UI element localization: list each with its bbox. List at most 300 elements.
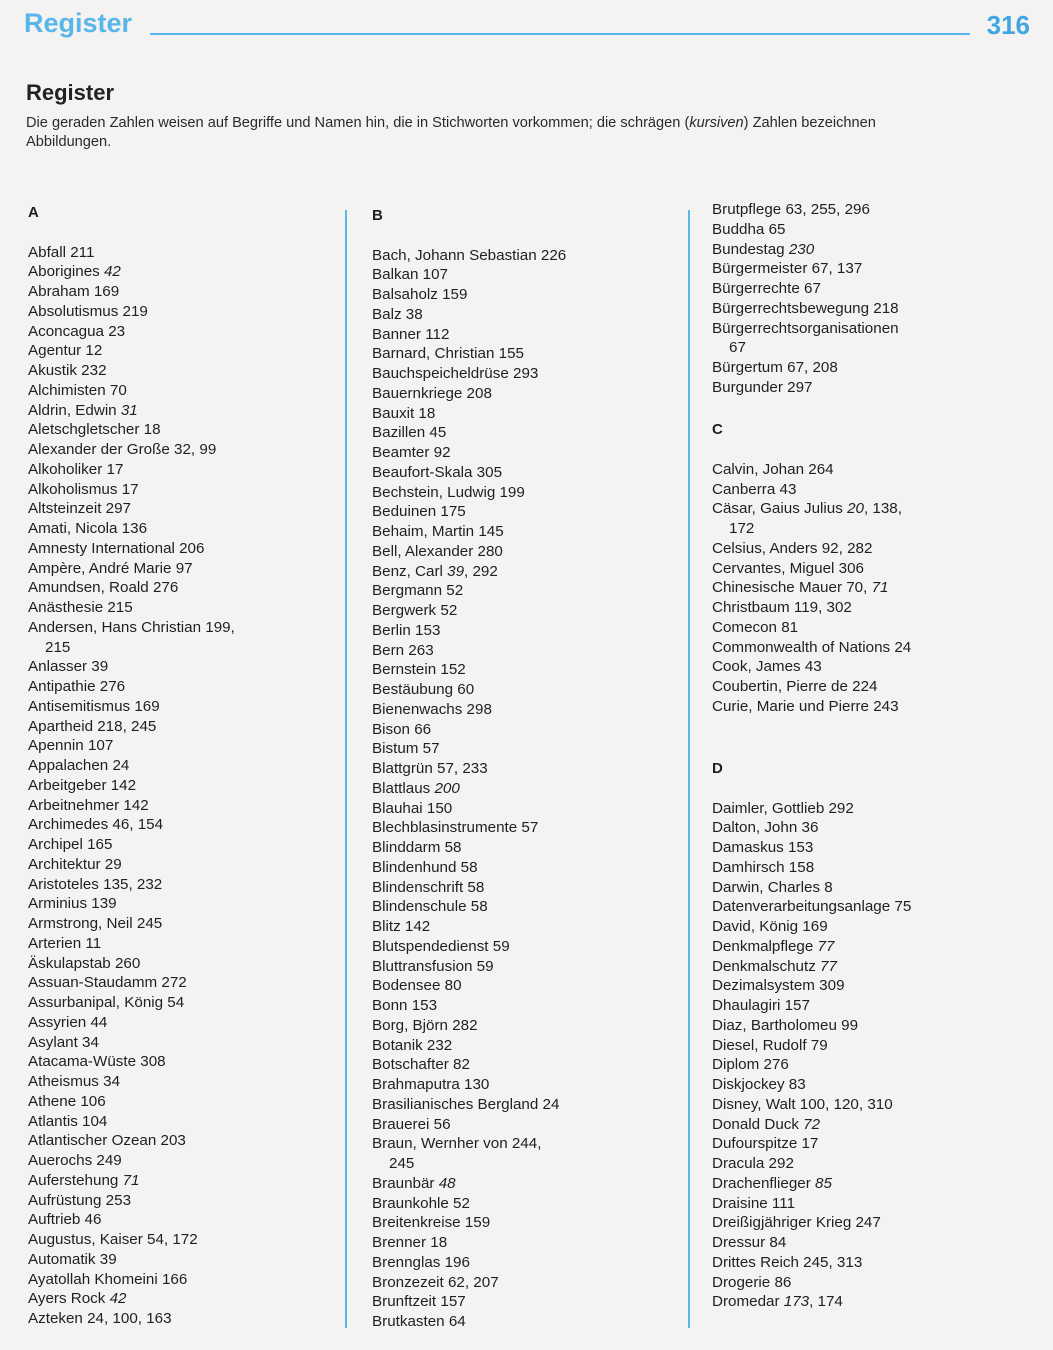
- entry-text: Beaufort-Skala 305: [372, 463, 503, 481]
- index-entry: [28, 815, 348, 835]
- index-entry: [28, 736, 348, 756]
- index-entry: [372, 1174, 692, 1194]
- index-entry: [28, 717, 348, 737]
- entry-text: Buddha 65: [712, 220, 786, 238]
- index-entry: [372, 1134, 692, 1154]
- index-entry-continuation: [712, 519, 1032, 539]
- index-entry: [712, 460, 1032, 480]
- index-entry: [712, 480, 1032, 500]
- index-entry: [372, 838, 692, 858]
- entry-text: Andersen, Hans Christian 199,: [28, 618, 235, 636]
- entry-text: Äskulapstab 260: [28, 954, 141, 972]
- entry-text: Bronzezeit 62, 207: [372, 1273, 499, 1291]
- entry-figure-page: 77: [820, 957, 837, 975]
- entry-text: Drogerie 86: [712, 1273, 792, 1291]
- entry-text: Diesel, Rudolf 79: [712, 1036, 828, 1054]
- entry-text: Balkan 107: [372, 266, 448, 284]
- entry-text: Drittes Reich 245, 313: [712, 1253, 863, 1271]
- index-entry: [28, 618, 348, 638]
- entry-text: Botschafter 82: [372, 1056, 470, 1074]
- entry-text: Burgunder 297: [712, 378, 813, 396]
- index-entry: [28, 697, 348, 717]
- index-entry: [712, 200, 1032, 220]
- index-entry: [28, 1052, 348, 1072]
- index-entry: [28, 1210, 348, 1230]
- entry-text: Bistum 57: [372, 740, 440, 758]
- entry-text: Drachenflieger: [712, 1174, 815, 1192]
- index-entry: [712, 358, 1032, 378]
- entry-text: Behaim, Martin 145: [372, 523, 504, 540]
- entry-text: Bürgerrechte 67: [712, 280, 821, 297]
- section-title: Register: [26, 80, 115, 105]
- index-entry: [28, 1013, 348, 1033]
- index-entry: [712, 1253, 1032, 1273]
- index-entry: [372, 621, 692, 641]
- entry-text: Bürgerrechtsorganisationen: [712, 319, 899, 337]
- index-entry: [28, 262, 348, 282]
- entry-text: Beduinen 175: [372, 503, 466, 521]
- entry-text: Balsaholz 159: [372, 286, 468, 303]
- intro-text: [26, 114, 906, 152]
- entry-text: Assuan-Staudamm 272: [28, 974, 187, 992]
- entry-text: Beamter 92: [372, 444, 451, 461]
- entry-text: Berlin 153: [372, 621, 441, 639]
- index-entry: [28, 894, 348, 914]
- entry-text: Brahmaputra 130: [372, 1076, 490, 1093]
- entry-text: Blattgrün 57, 233: [372, 760, 488, 777]
- entry-text: Brenner 18: [372, 1234, 448, 1251]
- index-entry: [28, 559, 348, 579]
- index-entry: [28, 1250, 348, 1270]
- index-entry: [28, 973, 348, 993]
- index-entry: [372, 502, 692, 522]
- index-entry: [372, 1194, 692, 1214]
- intro-after: ) Zahlen bezeichnen Abbildungen.: [26, 115, 876, 150]
- index-entry: [712, 657, 1032, 677]
- index-entry: [28, 401, 348, 421]
- index-entry: [372, 384, 692, 404]
- index-letter-heading: A: [28, 204, 39, 221]
- entry-text: Curie, Marie und Pierre 243: [712, 697, 899, 715]
- entry-figure-page: 85: [815, 1174, 832, 1192]
- entry-text: Aristoteles 135, 232: [28, 875, 163, 893]
- index-spacer: [712, 779, 1032, 799]
- entry-text: Borg, Björn 282: [372, 1016, 478, 1034]
- index-entry: [372, 443, 692, 463]
- index-entry: [712, 1194, 1032, 1214]
- entry-text: Altsteinzeit 297: [28, 500, 131, 518]
- index-entry: [372, 739, 692, 759]
- index-entry: [712, 598, 1032, 618]
- index-entry: [712, 858, 1032, 878]
- index-entry: [372, 542, 692, 562]
- entry-text: Aufrüstung 253: [28, 1191, 132, 1209]
- entry-text: Blindenschule 58: [372, 898, 488, 916]
- index-entry: [28, 1270, 348, 1290]
- entry-text: Atlantischer Ozean 203: [28, 1132, 186, 1150]
- entry-text: Auerochs 249: [28, 1152, 122, 1169]
- entry-text: Apartheid 218, 245: [28, 717, 157, 735]
- index-entry: [28, 440, 348, 460]
- entry-text: Comecon 81: [712, 618, 799, 636]
- index-entry: [372, 364, 692, 384]
- entry-text: Barnard, Christian 155: [372, 345, 524, 363]
- index-entry: [712, 897, 1032, 917]
- index-entry: [28, 460, 348, 480]
- entry-text: Akustik 232: [28, 362, 107, 379]
- index-entry: [28, 381, 348, 401]
- entry-text: Ampère, André Marie 97: [28, 559, 193, 577]
- entry-text: Diplom 276: [712, 1056, 789, 1074]
- entry-text: Damaskus 153: [712, 839, 814, 856]
- entry-text: Blitz 142: [372, 918, 431, 935]
- index-entry: [28, 796, 348, 816]
- index-entry: [712, 957, 1032, 977]
- entry-text: Cook, James 43: [712, 658, 822, 676]
- running-head: [24, 4, 1030, 44]
- entry-text: Bell, Alexander 280: [372, 542, 503, 560]
- entry-text: 245: [389, 1155, 415, 1172]
- index-entry: [372, 917, 692, 937]
- index-entry: [372, 779, 692, 799]
- entry-text: Archipel 165: [28, 836, 113, 853]
- index-entry: [28, 1131, 348, 1151]
- index-entry: [372, 799, 692, 819]
- index-entry: [28, 934, 348, 954]
- entry-text: Disney, Walt 100, 120, 310: [712, 1095, 893, 1113]
- entry-text: Bison 66: [372, 720, 432, 738]
- entry-text: Bestäubung 60: [372, 681, 475, 698]
- index-spacer: [712, 717, 1032, 757]
- column-divider: [345, 210, 347, 1328]
- index-entry: [372, 285, 692, 305]
- entry-figure-page: 71: [871, 579, 889, 597]
- entry-text: Denkmalpflege: [712, 937, 818, 955]
- entry-text: Amnesty International 206: [28, 539, 205, 557]
- entry-text: Antipathie 276: [28, 678, 126, 695]
- index-entry: [712, 319, 1032, 339]
- entry-text: Aletschgletscher 18: [28, 421, 161, 439]
- entry-text: Canberra 43: [712, 480, 797, 498]
- entry-text: Automatik 39: [28, 1250, 117, 1268]
- index-spacer: [712, 398, 1032, 418]
- entry-text: Bürgermeister 67, 137: [712, 260, 863, 278]
- index-entry: [372, 1273, 692, 1293]
- entry-text: 67: [729, 339, 746, 357]
- index-entry: [712, 838, 1032, 858]
- entry-text: Asylant 34: [28, 1033, 99, 1051]
- entry-text: Diaz, Bartholomeu 99: [712, 1016, 859, 1034]
- entry-text: Agentur 12: [28, 342, 103, 360]
- index-entry: [28, 598, 348, 618]
- entry-text: Amundsen, Roald 276: [28, 579, 179, 597]
- column-divider: [688, 210, 690, 1328]
- index-entry: [372, 957, 692, 977]
- entry-text: Blutspendedienst 59: [372, 937, 510, 955]
- entry-text: Auferstehung: [28, 1171, 123, 1189]
- index-entry: [712, 1174, 1032, 1194]
- index-entry: [712, 240, 1032, 260]
- entry-text: Antisemitismus 169: [28, 697, 160, 715]
- index-entry: [372, 878, 692, 898]
- index-entry: [372, 759, 692, 779]
- entry-text: Alkoholiker 17: [28, 460, 124, 478]
- index-entry: [372, 463, 692, 483]
- index-entry: [712, 996, 1032, 1016]
- entry-text: Datenverarbeitungsanlage 75: [712, 898, 912, 916]
- index-entry: [28, 322, 348, 342]
- entry-text-after: , 292: [464, 562, 498, 580]
- index-entry: [712, 976, 1032, 996]
- entry-text: Celsius, Anders 92, 282: [712, 539, 873, 557]
- entry-text: Bergmann 52: [372, 582, 464, 600]
- entry-text: Aborigines: [28, 263, 104, 281]
- entry-text: 215: [45, 638, 71, 656]
- entry-text: Chinesische Mauer 70,: [712, 579, 872, 597]
- entry-text: Blindenschrift 58: [372, 878, 485, 896]
- entry-text: Dhaulagiri 157: [712, 997, 810, 1014]
- index-entry: [372, 1095, 692, 1115]
- entry-figure-page: 31: [120, 401, 138, 419]
- index-entry: [372, 1075, 692, 1095]
- index-entry: [372, 996, 692, 1016]
- entry-text: Arbeitgeber 142: [28, 776, 137, 794]
- entry-text: Brauerei 56: [372, 1115, 451, 1133]
- index-entry: [372, 976, 692, 996]
- entry-text: Assurbanipal, König 54: [28, 994, 185, 1011]
- entry-text: Arbeitnehmer 142: [28, 796, 149, 814]
- index-entry: [712, 1016, 1032, 1036]
- entry-text: Blechblasinstrumente 57: [372, 819, 539, 837]
- index-entry: [372, 1253, 692, 1273]
- index-entry: [712, 499, 1032, 519]
- index-column-1: [28, 200, 348, 1329]
- entry-text: Christbaum 119, 302: [712, 599, 852, 616]
- index-entry: [28, 835, 348, 855]
- entry-text: Brasilianisches Bergland 24: [372, 1095, 560, 1113]
- entry-text: Bürgerrechtsbewegung 218: [712, 299, 899, 317]
- running-title: Register: [24, 8, 133, 38]
- entry-figure-page: 77: [817, 937, 835, 955]
- entry-text: Blattlaus: [372, 779, 435, 797]
- index-entry: [712, 697, 1032, 717]
- entry-text: Daimler, Gottlieb 292: [712, 799, 854, 817]
- entry-text: Coubertin, Pierre de 224: [712, 678, 878, 695]
- entry-text: Brutpflege 63, 255, 296: [712, 201, 870, 218]
- index-entry: [28, 420, 348, 440]
- index-entry: [712, 1213, 1032, 1233]
- index-entry: [372, 937, 692, 957]
- entry-text: Bienenwachs 298: [372, 700, 492, 718]
- index-entry: [28, 1151, 348, 1171]
- entry-text: Blindenhund 58: [372, 858, 478, 876]
- entry-text: Atheismus 34: [28, 1073, 121, 1090]
- index-entry: [28, 539, 348, 559]
- entry-figure-page: 230: [788, 240, 815, 258]
- entry-text: Bauxit 18: [372, 404, 436, 422]
- entry-text: Bergwerk 52: [372, 602, 458, 619]
- entry-text: Braunkohle 52: [372, 1194, 470, 1212]
- index-entry: [712, 618, 1032, 638]
- index-entry: [372, 1115, 692, 1135]
- entry-text: Auftrieb 46: [28, 1211, 102, 1229]
- index-entry: [28, 578, 348, 598]
- index-entry: [712, 1055, 1032, 1075]
- index-entry: [712, 677, 1032, 697]
- index-column-3: [712, 200, 1032, 1312]
- index-entry: [28, 519, 348, 539]
- index-entry: [712, 299, 1032, 319]
- entry-text-after: , 138,: [863, 500, 902, 518]
- index-entry: [28, 282, 348, 302]
- index-entry: [28, 1092, 348, 1112]
- entry-text: Bonn 153: [372, 997, 438, 1014]
- index-entry: [372, 562, 692, 582]
- index-entry: [28, 993, 348, 1013]
- index-entry: [712, 1095, 1032, 1115]
- index-entry-continuation: [28, 638, 348, 658]
- index-entry: [712, 917, 1032, 937]
- entry-figure-page: 200: [434, 779, 460, 797]
- index-entry: [28, 657, 348, 677]
- index-entry: [712, 559, 1032, 579]
- entry-text: Diskjockey 83: [712, 1076, 806, 1093]
- entry-text: Augustus, Kaiser 54, 172: [28, 1231, 198, 1248]
- index-entry: [28, 756, 348, 776]
- index-entry: [28, 875, 348, 895]
- entry-text: Breitenkreise 159: [372, 1214, 491, 1232]
- index-entry-continuation: [372, 1154, 692, 1174]
- index-entry: [28, 1289, 348, 1309]
- index-entry: [712, 799, 1032, 819]
- index-letter-heading: C: [712, 421, 723, 439]
- index-entry: [712, 1036, 1032, 1056]
- entry-text: Brennglas 196: [372, 1253, 470, 1271]
- index-entry: [28, 776, 348, 796]
- entry-text: Athene 106: [28, 1092, 106, 1110]
- index-entry: [372, 680, 692, 700]
- entry-text: Botanik 232: [372, 1036, 453, 1054]
- entry-text: Blinddarm 58: [372, 839, 462, 856]
- index-entry: [28, 1171, 348, 1191]
- entry-text: Darwin, Charles 8: [712, 878, 833, 896]
- entry-text: Dufourspitze 17: [712, 1135, 819, 1153]
- entry-text: Dalton, John 36: [712, 819, 819, 837]
- index-entry: [372, 305, 692, 325]
- index-entry: [372, 522, 692, 542]
- entry-figure-page: 39: [447, 562, 465, 580]
- entry-text: Bernstein 152: [372, 661, 466, 679]
- intro-italic: kursiven: [689, 115, 744, 131]
- entry-text: Donald Duck: [712, 1115, 804, 1133]
- index-entry: [712, 1134, 1032, 1154]
- entry-text: Aconcagua 23: [28, 322, 126, 340]
- entry-text: Dromedar: [712, 1293, 784, 1311]
- entry-text: Bauernkriege 208: [372, 384, 492, 402]
- entry-text: Benz, Carl: [372, 562, 448, 580]
- entry-text: 172: [729, 520, 755, 537]
- entry-text: Archimedes 46, 154: [28, 816, 164, 834]
- index-entry: [28, 677, 348, 697]
- index-entry: [372, 325, 692, 345]
- entry-text: Brunftzeit 157: [372, 1293, 466, 1311]
- index-entry: [712, 220, 1032, 240]
- index-entry: [372, 700, 692, 720]
- index-entry: [28, 855, 348, 875]
- index-entry: [28, 1033, 348, 1053]
- index-entry: [372, 1055, 692, 1075]
- index-entry: [712, 1075, 1032, 1095]
- index-entry: [372, 601, 692, 621]
- entry-text: David, König 169: [712, 918, 828, 935]
- entry-text: Alchimisten 70: [28, 381, 127, 399]
- entry-figure-page: 42: [103, 263, 121, 281]
- index-entry: [712, 878, 1032, 898]
- entry-text: Arminius 139: [28, 895, 117, 913]
- index-entry: [712, 259, 1032, 279]
- entry-text: Bechstein, Ludwig 199: [372, 483, 525, 501]
- index-entry: [28, 302, 348, 322]
- entry-text: Armstrong, Neil 245: [28, 915, 163, 932]
- header-rule: [150, 33, 970, 35]
- page-number: 316: [986, 10, 1030, 40]
- index-entry: [28, 914, 348, 934]
- index-entry: [28, 499, 348, 519]
- index-letter-heading: B: [372, 207, 383, 224]
- entry-text: Bundestag: [712, 240, 789, 258]
- index-entry: [372, 423, 692, 443]
- index-entry: [28, 243, 348, 263]
- entry-text: Appalachen 24: [28, 757, 130, 774]
- index-entry: [28, 480, 348, 500]
- entry-text: Anlasser 39: [28, 658, 109, 676]
- index-entry: [712, 1273, 1032, 1293]
- entry-text: Alexander der Große 32, 99: [28, 441, 217, 458]
- entry-text: Dezimalsystem 309: [712, 977, 845, 995]
- entry-figure-page: 71: [122, 1171, 140, 1189]
- index-entry: [372, 265, 692, 285]
- index-entry: [372, 858, 692, 878]
- index-entry: [28, 1072, 348, 1092]
- index-entry: [712, 1292, 1032, 1312]
- entry-text: Bach, Johann Sebastian 226: [372, 246, 567, 264]
- entry-text: Draisine 111: [712, 1194, 796, 1212]
- entry-text: Dracula 292: [712, 1155, 794, 1172]
- entry-text: Assyrien 44: [28, 1013, 108, 1031]
- index-entry: [28, 1309, 348, 1329]
- index-spacer: [712, 440, 1032, 460]
- entry-text: Damhirsch 158: [712, 858, 815, 876]
- entry-text: Apennin 107: [28, 737, 114, 755]
- index-entry: [712, 1115, 1032, 1135]
- entry-text: Brutkasten 64: [372, 1313, 466, 1330]
- index-entry: [712, 578, 1032, 598]
- entry-text: Absolutismus 219: [28, 302, 148, 320]
- entry-figure-page: 72: [803, 1115, 821, 1133]
- entry-text: Arterien 11: [28, 934, 102, 952]
- entry-text: Bürgertum 67, 208: [712, 359, 838, 376]
- entry-text: Blauhai 150: [372, 799, 453, 817]
- index-entry: [712, 1154, 1032, 1174]
- index-entry: [712, 279, 1032, 299]
- entry-figure-page: 173: [783, 1293, 810, 1311]
- entry-text: Bluttransfusion 59: [372, 957, 494, 975]
- entry-text: Braun, Wernher von 244,: [372, 1135, 542, 1153]
- entry-figure-page: 20: [847, 500, 864, 518]
- index-entry: [372, 344, 692, 364]
- index-entry: [28, 1112, 348, 1132]
- entry-text: Ayers Rock: [28, 1290, 110, 1308]
